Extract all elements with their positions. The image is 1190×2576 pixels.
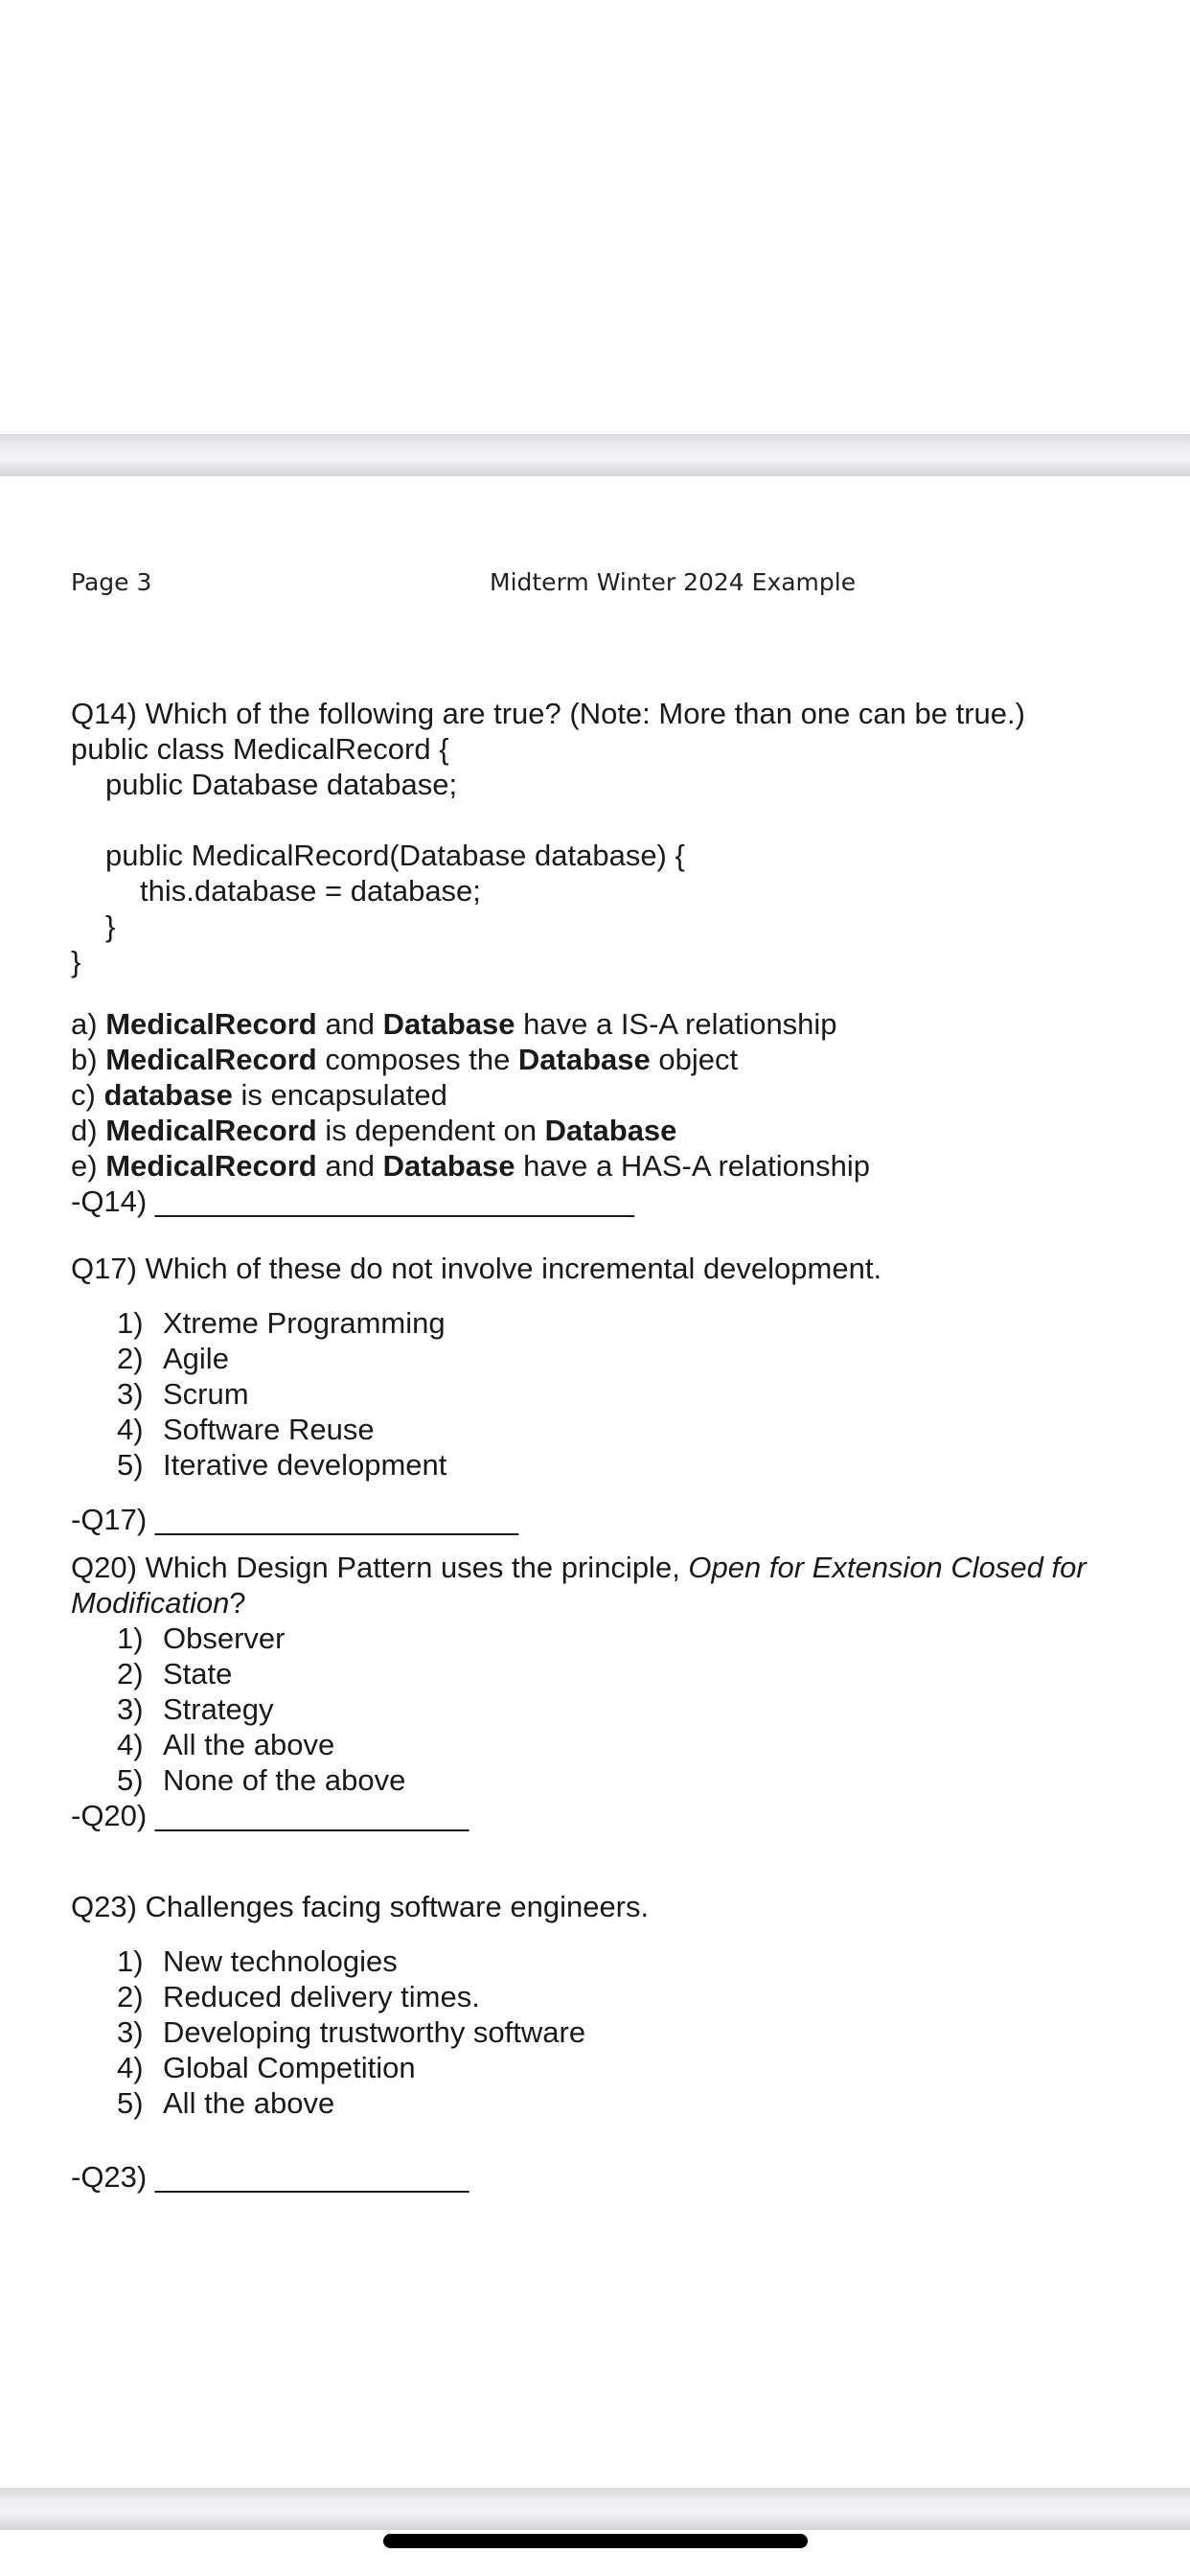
q20-answer-blank: -Q20) ___________________ <box>71 1799 469 1832</box>
q17-option: 2) Agile <box>117 1342 229 1375</box>
q23-option: 1) New technologies <box>117 1944 398 1978</box>
q23-answer-blank: -Q23) ___________________ <box>71 2160 469 2194</box>
page-separator-top <box>0 434 1190 476</box>
q20-option: 5) None of the above <box>117 1763 406 1797</box>
q14-option-c: c) database is encapsulated <box>71 1078 447 1112</box>
q23-options <box>71 1944 1154 2121</box>
question-q23 <box>71 1889 1154 2195</box>
q20-options <box>71 1621 1154 1798</box>
question-q20 <box>71 1550 1154 1833</box>
q17-option: 1) Xtreme Programming <box>117 1306 446 1340</box>
question-q14 <box>71 696 1154 1219</box>
q14-code-line: } <box>71 945 81 978</box>
exam-title: Midterm Winter 2024 Example <box>490 568 857 596</box>
q14-option-a: a) MedicalRecord and Database have a IS-A relationship <box>71 1007 837 1041</box>
questions-body <box>71 696 1154 2195</box>
q23-option: 2) Reduced delivery times. <box>117 1980 480 2013</box>
q14-question: Q14) Which of the following are true? (Note: More than one can be true.) <box>71 697 1025 730</box>
q17-option: 5) Iterative development <box>117 1448 447 1482</box>
q14-code-line: public class MedicalRecord { <box>71 732 449 766</box>
home-indicator[interactable] <box>383 2534 808 2548</box>
q14-answer-blank: -Q14) _____________________________ <box>71 1184 634 1218</box>
q14-code-line: this.database = database; <box>140 874 481 908</box>
page-number: Page 3 <box>71 568 152 596</box>
q20-option: 2) State <box>117 1657 233 1690</box>
page-separator-bottom <box>0 2488 1190 2530</box>
q23-option: 4) Global Competition <box>117 2051 416 2084</box>
q17-option: 3) Scrum <box>117 1377 249 1411</box>
document-page <box>0 476 1190 2488</box>
q17-options <box>71 1305 1154 1483</box>
q17-option: 4) Software Reuse <box>117 1413 375 1446</box>
question-q17 <box>71 1251 1154 1537</box>
q14-option-b: b) MedicalRecord composes the Database object <box>71 1043 739 1076</box>
q14-option-d: d) MedicalRecord is dependent on Database <box>71 1114 677 1147</box>
q23-option: 3) Developing trustworthy software <box>117 2015 586 2049</box>
q14-code-line: } <box>105 909 116 943</box>
q17-answer-blank: -Q17) ______________________ <box>71 1503 519 1536</box>
q20-option: 3) Strategy <box>117 1692 274 1726</box>
q20-question: Q20) Which Design Pattern uses the principle, Open for Extension Closed for Modification? <box>71 1551 1087 1620</box>
q23-question: Q23) Challenges facing software engineers. <box>71 1890 650 1923</box>
q14-code-line: public Database database; <box>105 768 458 801</box>
q23-option: 5) All the above <box>117 2086 335 2120</box>
q14-option-e: e) MedicalRecord and Database have a HAS-A relationship <box>71 1149 871 1183</box>
q20-option: 1) Observer <box>117 1622 286 1655</box>
q14-code-line: public MedicalRecord(Database database) { <box>105 839 685 872</box>
q20-option: 4) All the above <box>117 1728 335 1761</box>
q17-question: Q17) Which of these do not involve incremental development. <box>71 1252 882 1285</box>
